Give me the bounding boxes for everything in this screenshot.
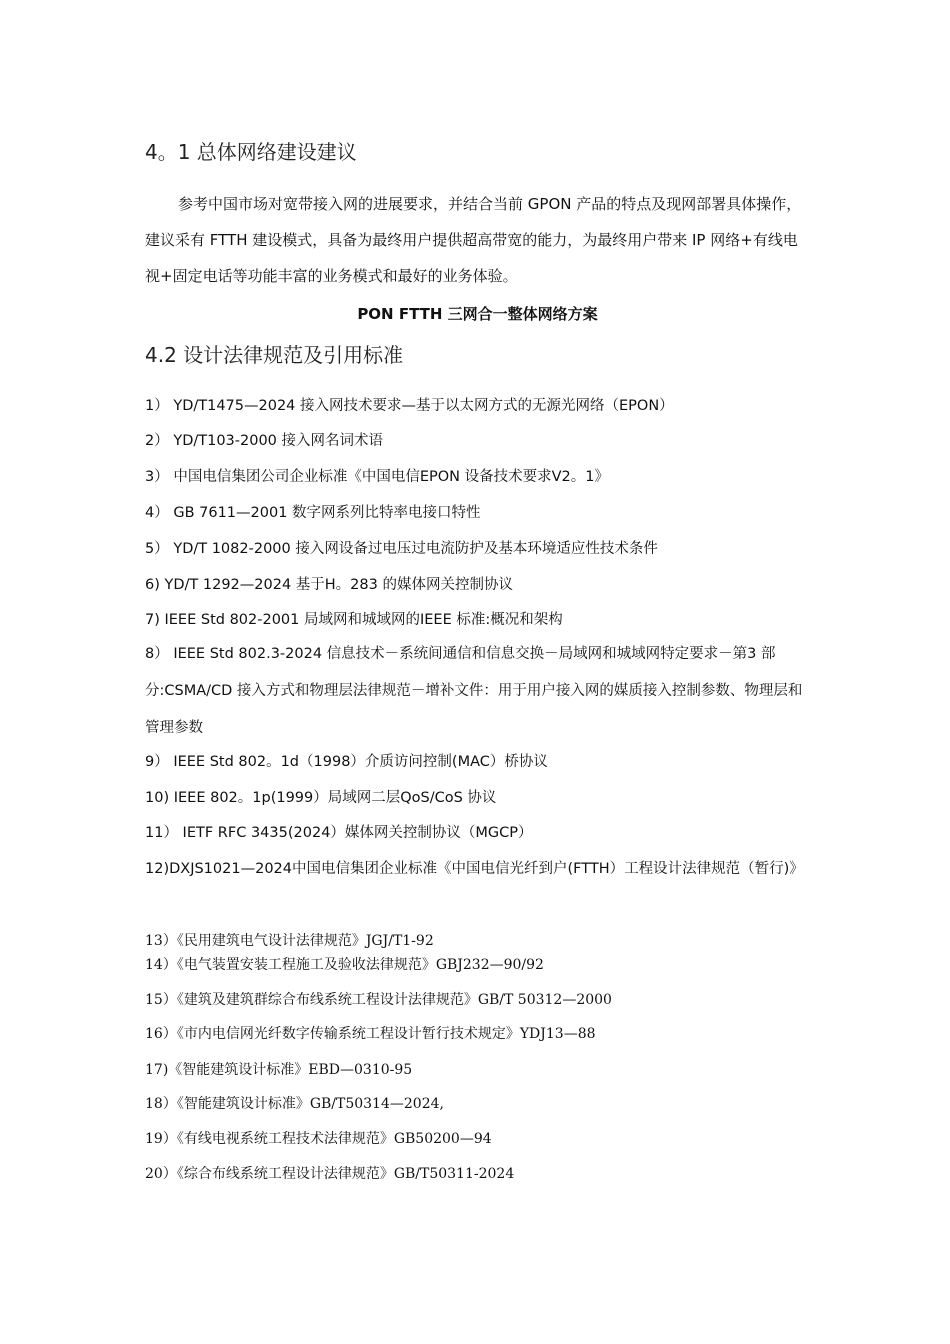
reference-item: 17)《智能建筑设计标准》EBD—0310-95 — [145, 1062, 413, 1078]
reference-item: 6) YD/T 1292—2024 基于H。283 的媒体网关控制协议 — [145, 577, 513, 593]
reference-item: 5） YD/T 1082-2000 接入网设备过电压过电流防护及基本环境适应性技术条件 — [145, 541, 658, 557]
figure-caption: PON FTTH 三网合一整体网络方案 — [357, 305, 598, 323]
reference-item: 7) IEEE Std 802-2001 局域网和城域网的IEEE 标准:概况和架构 — [145, 612, 563, 628]
reference-item: 15）《建筑及建筑群综合布线系统工程设计法律规范》GB/T 50312—2000 — [145, 992, 612, 1008]
section-4-1-paragraph: 参考中国市场对宽带接入网的进展要求，并结合当前 GPON 产品的特点及现网部署具体操作，建议采有 FTTH 建设模式，具备为最终用户提供超高带宽的能力，为最终用户带来 IP 网络+有线电视+固定电话等功能丰富的业务模式和最好的业务体验。 — [145, 195, 802, 285]
reference-item: 18）《智能建筑设计标准》GB/T50314—2024, — [145, 1096, 444, 1112]
reference-item: 4） GB 7611—2001 数字网系列比特率电接口特性 — [145, 505, 481, 521]
section-4-2-heading: 4.2 设计法律规范及引用标准 — [145, 343, 404, 367]
reference-item: 20）《综合布线系统工程设计法律规范》GB/T50311-2024 — [145, 1166, 515, 1182]
section-4-1-heading: 4。1 总体网络建设建议 — [145, 140, 357, 164]
reference-item: 19）《有线电视系统工程技术法律规范》GB50200—94 — [145, 1131, 492, 1147]
reference-item: 2） YD/T103-2000 接入网名词术语 — [145, 433, 384, 449]
reference-item: 16）《市内电信网光纤数字传输系统工程设计暂行技术规定》YDJ13—88 — [145, 1026, 596, 1042]
reference-item: 12)DXJS1021—2024中国电信集团企业标准《中国电信光纤到户(FTTH）工程设计法律规范（暂行)》 — [145, 861, 804, 877]
reference-item: 13）《民用建筑电气设计法律规范》JGJ/T1-92 — [145, 933, 434, 949]
reference-item: 1） YD/T1475—2024 接入网技术要求—基于以太网方式的无源光网络（EPON） — [145, 398, 674, 414]
reference-item: 11） IETF RFC 3435(2024）媒体网关控制协议（MGCP） — [145, 825, 533, 841]
reference-item: 14）《电气装置安装工程施工及验收法律规范》GBJ232—90/92 — [145, 957, 544, 973]
reference-item: 9） IEEE Std 802。1d（1998）介质访问控制(MAC）桥协议 — [145, 754, 548, 770]
reference-item: 3） 中国电信集团公司企业标准《中国电信EPON 设备技术要求V2。1》 — [145, 469, 609, 485]
reference-item: 8） IEEE Std 802.3-2024 信息技术－系统间通信和信息交换－局域网和城域网特定要求－第3 部分:CSMA/CD 接入方式和物理层法律规范－增补文件：用于用户接入网的媒质接入控制参数、物理层和管理参数 — [145, 646, 803, 736]
reference-item: 10) IEEE 802。1p(1999）局域网二层QoS/CoS 协议 — [145, 790, 497, 806]
